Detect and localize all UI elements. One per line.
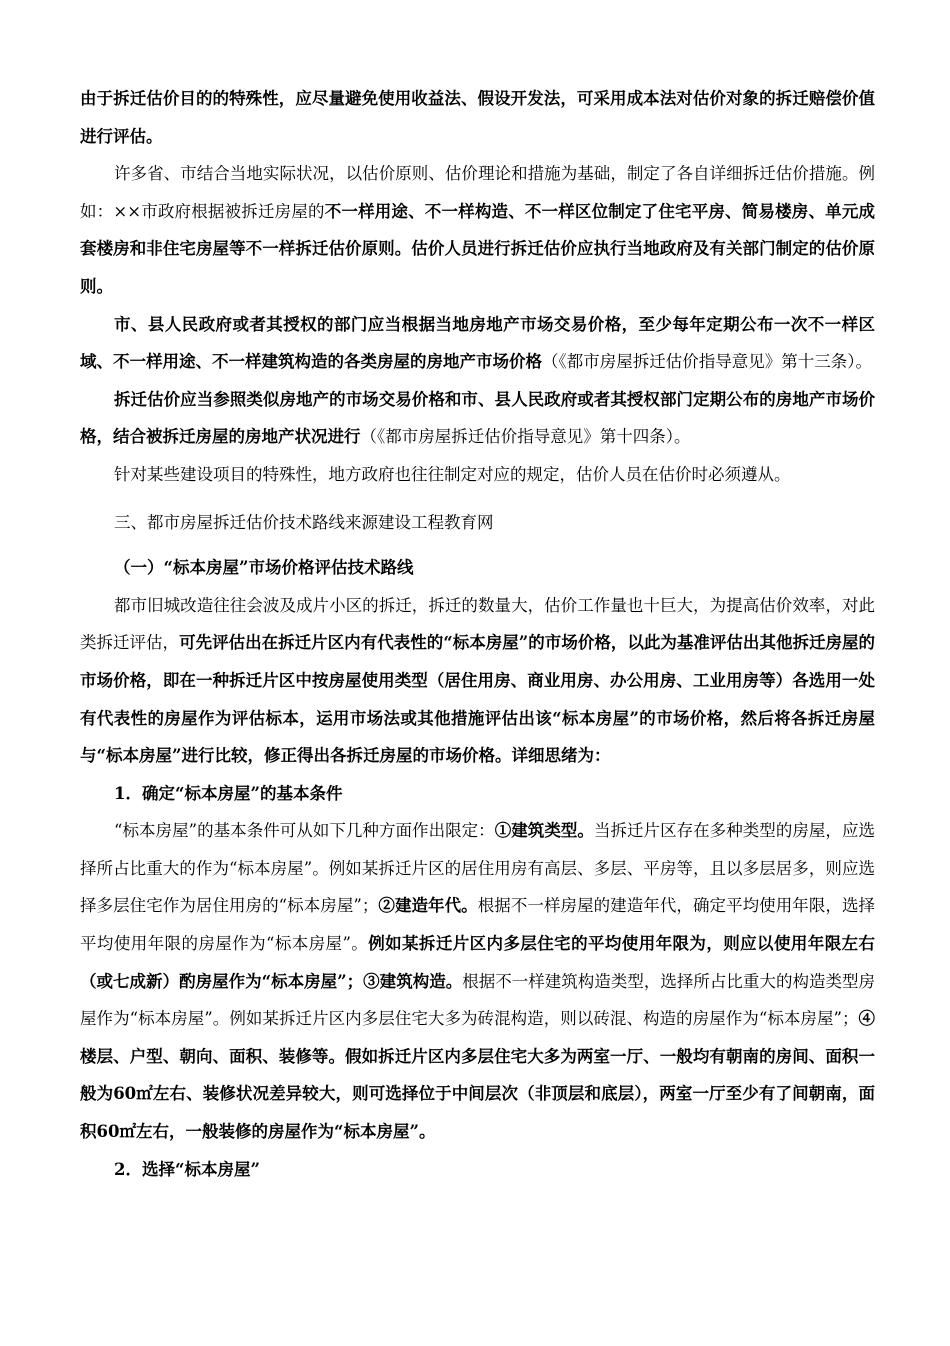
text-run: 根据不一样建筑构造类型，选择所占比重大的构造类型房屋作为“标本房屋”。例如某拆迁片区内多层住宅大多为砖混构造，则以砖混、构造的房屋作为“标本房屋”； — [80, 971, 875, 1029]
text-run: “标本房屋”的基本条件可从如下几种方面作出限定： — [114, 821, 495, 841]
bold-text-run: （一）“标本房屋”市场价格评估技术路线 — [114, 558, 414, 578]
bold-text-run: ①建筑类型。 — [494, 821, 594, 841]
paragraph — [80, 80, 875, 155]
text-run: 针对某些建设项目的特殊性，地方政府也往往制定对应的规定，估价人员在估价时必须遵从。 — [114, 464, 791, 484]
paragraph — [80, 549, 875, 587]
paragraph — [80, 504, 875, 542]
document-body — [80, 80, 875, 1188]
bold-text-run: 例如某拆迁片区内多层住宅的平均使用年限为，则应以使用年限左右（或七成新）酌房屋作为“标本房屋”；③建筑构造。 — [80, 934, 876, 991]
text-run: 都市旧城改造往往会波及成片小区的拆迁，拆迁的数量大，估价工作量也十巨大，为提高估价效率，对此类拆迁评估， — [80, 595, 875, 653]
paragraph — [80, 775, 875, 813]
paragraph — [80, 587, 875, 775]
paragraph — [80, 381, 875, 456]
text-run: 三、都市房屋拆迁估价技术路线来源建设工程教育网 — [114, 512, 494, 532]
text-run: 许多省、市结合当地实际状况，以估价原则、估价理论和措施为基础，制定了各自详细拆迁估价措施。例如：××市政府根据被拆迁房屋的 — [80, 164, 875, 221]
text-run: （《都市房屋拆迁估价指导意见》第十三条）。 — [542, 352, 872, 372]
text-run: 根据不一样房屋的建造年代，确定平均使用年限，选择平均使用年限的房屋作为“标本房屋”。 — [80, 896, 876, 954]
bold-text-run: 1．确定“标本房屋”的基本条件 — [114, 783, 343, 803]
paragraph — [80, 456, 875, 494]
bold-text-run: 2．选择“标本房屋” — [114, 1159, 260, 1179]
paragraph — [80, 812, 875, 1150]
bold-text-run: 由于拆迁估价目的的特殊性，应尽量避免使用收益法、假设开发法，可采用成本法对估价对象的拆迁赔偿价值进行评估。 — [80, 89, 875, 146]
paragraph — [80, 1151, 875, 1189]
bold-text-run: 拆迁估价应当参照类似房地产的市场交易价格和市、县人民政府或者其授权部门定期公布的房地产市场价格，结合被拆迁房屋的房地产状况进行 — [80, 389, 875, 447]
paragraph — [80, 306, 875, 381]
bold-text-run: 可先评估出在拆迁片区内有代表性的“标本房屋”的市场价格，以此为基准评估出其他拆迁房屋的市场价格，即在一种拆迁片区中按房屋使用类型（居住用房、商业用房、办公用房、工业用房等）各选用一处有代表性的房屋作为评估标本，运用市场法或其他措施评估出该“标本房屋”的市场价格，然后将各拆迁房屋与“标本房屋”进行比较，修正得出各拆迁房屋的市场价格。详细思绪为： — [80, 633, 876, 766]
bold-text-run: 市、县人民政府或者其授权的部门应当根据当地房地产市场交易价格，至少每年定期公布一次不一样区域、不一样用途、不一样建筑构造的各类房屋的房地产市场价格 — [80, 314, 875, 372]
text-run: 当拆迁片区存在多种类型的房屋，应选择所占比重大的作为“标本房屋”。例如某拆迁片区的居住用房有高层、多层、平房等，且以多层居多，则应选择多层住宅作为居住用房的“标本房屋”； — [80, 821, 876, 916]
bold-text-run: ④楼层、户型、朝向、面积、装修等。假如拆迁片区内多层住宅大多为两室一厅、一般均有朝南的房间、面积一般为60㎡左右、装修状况差异较大，则可选择位于中间层次（非顶层和底层），两室一厅至少有了间朝南，面积60㎡左右，一般装修的房屋作为“标本房屋”。 — [80, 1009, 875, 1142]
bold-text-run: 不一样用途、不一样构造、不一样区位制定了住宅平房、简易楼房、单元成套楼房和非住宅房屋等不一样拆迁估价原则。估价人员进行拆迁估价应执行当地政府及有关部门制定的估价原则。 — [80, 201, 876, 296]
bold-text-run: ②建造年代。 — [378, 896, 478, 916]
paragraph — [80, 155, 875, 305]
text-run: （《都市房屋拆迁估价指导意见》第十四条）。 — [360, 427, 691, 447]
